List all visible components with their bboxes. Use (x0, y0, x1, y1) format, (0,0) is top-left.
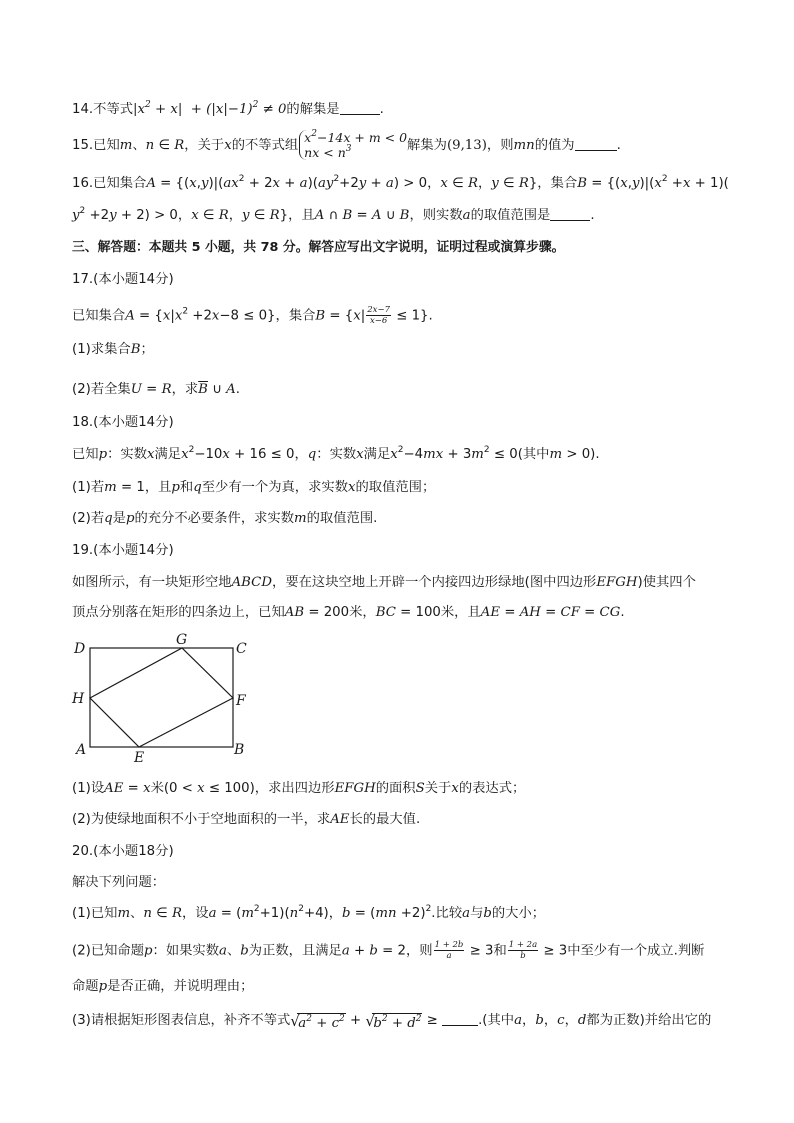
fraction: $\frac{2x-7}{x-6}$ (367, 305, 390, 326)
q15-text: 已知 (93, 138, 120, 153)
answer-blank[interactable] (550, 206, 590, 221)
q17-text: (1)求集合 (72, 342, 131, 357)
q18-text: ，且 (144, 480, 172, 495)
fraction: $\frac{1 + 2b}{a}$ (434, 940, 464, 961)
question-14 (72, 100, 732, 120)
answer-blank[interactable] (575, 136, 617, 151)
q20-text: 和 (493, 943, 507, 959)
q18-text: (其中 (517, 447, 550, 462)
q20-text: ，则 (405, 943, 433, 959)
q14-text: . (379, 102, 384, 117)
q17-part-1: (1)求集合B； (72, 342, 154, 357)
q19-part-2: (2)为使绿地面积不小于空地面积的一半，求AE长的最大值. (72, 812, 421, 827)
q19-text: )使其四个 (637, 575, 696, 590)
sqrt-expression: √ $b^2 + d^2$ (365, 1013, 422, 1034)
q18-text: ). (590, 447, 600, 462)
q20-text: 命题 (72, 979, 99, 994)
q20-intro: 解决下列问题： (72, 875, 166, 890)
answer-blank[interactable] (442, 1011, 478, 1026)
q20-text: (其中 (482, 1013, 515, 1028)
q17-text: ； (140, 342, 154, 357)
q16-text: 已知集合 (93, 176, 147, 191)
rectangle-abcd (90, 648, 233, 747)
label-d: D (74, 641, 86, 657)
q20-text: ， (522, 1013, 536, 1028)
q20-text: 中至少有一个成立.判断 (567, 943, 705, 959)
label-c: C (236, 641, 247, 657)
q18-text: 已知 (72, 447, 99, 462)
q18-text: 满足 (363, 447, 391, 462)
q15-number: 15. (72, 138, 94, 153)
answer-blank[interactable] (340, 100, 380, 115)
q15-text: 的值为 (534, 138, 575, 153)
q19-text: 的表达式； (458, 781, 526, 796)
label-g: G (176, 632, 188, 648)
q20-text: 是否正确，并说明理由； (107, 979, 254, 994)
q18-text: 是 (112, 511, 126, 526)
q18-text: 满足 (154, 447, 182, 462)
q20-text: ， (328, 906, 343, 921)
question-15: 15.已知m、n ∈ R，关于x的不等式组 $x^2-14x + m < 0$ nx < $n^3$ 解集为(9,13)，则mn的值为 . (72, 129, 621, 160)
q15-text: 解集为 (407, 138, 447, 153)
q17-text: ，求 (171, 382, 199, 397)
q19-text: ，要在这块空地上开辟一个内接四边形绿地(图中四边形 (272, 575, 597, 590)
q19-text: ，求出四边形 (254, 781, 335, 796)
q20-text: 为正数，且满足 (248, 943, 342, 959)
q20-text: (1)已知 (72, 906, 118, 921)
fraction: $\frac{1 + 2a}{b}$ (508, 940, 538, 961)
q15-inequality-system: $x^2-14x + m < 0$ nx < $n^3$ (299, 130, 407, 160)
q20-text: (2)已知命题 (72, 943, 145, 959)
q18-text: 的充分不必要条件，求实数 (134, 511, 295, 526)
q14-text: 不等式 (93, 102, 134, 117)
q20-header: 20.(本小题18分) (72, 844, 174, 859)
question-16-cont: $y^2 +2y + 2) > 0$，x ∈ R，y ∈ R}，且A ∩ B = A ∪ B，则实数a的取值范围是 . (72, 206, 595, 223)
q20-text: ：如果实数 (152, 943, 220, 959)
label-h: H (72, 691, 85, 707)
q19-stem-2: 顶点分别落在矩形的四条边上，已知AB = 200米，BC = 100米，且AE = AH = CF = CG. (72, 605, 625, 620)
q19-text: 长的最大值. (349, 812, 421, 827)
q14-text: 的解集是 (286, 102, 340, 117)
quadrilateral-efgh (90, 648, 233, 747)
q20-text: 、 (226, 943, 241, 959)
q16-text: ，则实数 (409, 208, 463, 223)
q18-part-1: (1)若m = 1，且p和q至少有一个为真，求实数x的取值范围； (72, 480, 436, 495)
q15-text: ，关于 (184, 138, 225, 153)
q20-text: (3)请根据矩形图表信息，补齐不等式 (72, 1013, 291, 1028)
q20-text: ， (543, 1013, 558, 1028)
q14-number: 14. (72, 102, 94, 117)
q20-part-1: (1)已知m、n ∈ R，设$a = (m^2+1)(n^2+4)$，b = (mn +2)$^2$.比较a与b的大小； (72, 904, 546, 921)
q19-text: (2)为使绿地面积不小于空地面积的一半，求 (72, 812, 331, 827)
q19-text: 米， (349, 605, 376, 620)
q18-text: ：实数 (316, 447, 357, 462)
q16-text: ，集合 (537, 176, 578, 191)
q16-text: 的取值范围是 (470, 208, 551, 223)
q19-text: (1)设 (72, 781, 105, 796)
label-e: E (134, 750, 145, 763)
q18-text: ， (294, 447, 308, 462)
q18-text: 的取值范围； (355, 480, 436, 495)
rectangle-figure (68, 628, 258, 763)
q18-text: 的取值范围. (306, 511, 378, 526)
q18-text: 至少有一个为真，求实数 (201, 480, 348, 495)
q15-text: . (616, 138, 621, 153)
q20-part-3: (3)请根据矩形图表信息，补齐不等式 √ $a^2 + c^2$ + √ $b^2 + d^2$ ≥ .(其中a，b，c，d都为正数)并给出它的 (72, 1011, 732, 1034)
q19-text: 米，且 (440, 605, 481, 620)
q19-text: . (620, 605, 625, 620)
label-a: A (76, 742, 87, 758)
q17-text: . (235, 382, 240, 397)
q20-text: 与 (470, 906, 484, 921)
q20-part-2-cont: 命题p是否正确，并说明理由； (72, 979, 254, 994)
section-heading: 三、解答题：本题共 5 小题，共 78 分。解答应写出文字说明，证明过程或演算步骤。 (72, 240, 565, 255)
q17-stem: 已知集合$A = \{x|x^2 +2x-8 \le 0\}$，集合B = {x| $\frac{2x-7}{x-6}$ ≤ 1}. (72, 305, 433, 326)
q20-part-2: (2)已知命题p：如果实数a、b为正数，且满足a + b = 2，则 $\frac{1 + 2b}{a}$ ≥ 3和 $\frac{1 + 2a}{b}$ ≥ 3中至少有一个成立.判断 (72, 940, 705, 961)
q19-text: 如图所示，有一块矩形空地 (72, 575, 232, 590)
q17-text: ，集合 (275, 308, 316, 324)
q14-expression: $|x^2 + x| + (|x|-1)^2 \ne 0$ (133, 100, 287, 117)
q20-text: ，设 (181, 906, 209, 921)
label-b: B (234, 742, 245, 758)
q16-text: . (590, 208, 595, 223)
q18-part-2: (2)若q是p的充分不必要条件，求实数m的取值范围. (72, 511, 378, 526)
q16-text: ，且 (288, 208, 315, 223)
q20-text: ， (564, 1013, 578, 1028)
q19-text: 关于 (424, 781, 452, 796)
q17-text: . (428, 308, 433, 324)
q18-stem: 已知p：实数x满足$x^2-10x + 16 \le 0$，q：实数x满足$x^2-4mx + 3m^2 \le 0$(其中m > 0). (72, 445, 600, 462)
q17-text: (2)若全集 (72, 382, 131, 397)
question-16: 16.已知集合$A = \{(x,y)|(ax^2 + 2x + a)(ay^2+2y + a) > 0$，x ∈ R，y ∈ R}，集合$B = \{(x,y)|(x^2 +x + 1)$( (72, 174, 729, 191)
q18-text: (2)若 (72, 511, 105, 526)
q18-text: (1)若 (72, 480, 105, 495)
sqrt-expression: √ $a^2 + c^2$ (290, 1013, 345, 1034)
q19-stem-1: 如图所示，有一块矩形空地ABCD，要在这块空地上开辟一个内接四边形绿地(图中四边形EFGH)使其四个 (72, 575, 696, 590)
q17-part-2: (2)若全集U = R，求$\overline{B}$ ∪ A. (72, 382, 240, 397)
q18-header: 18.(本小题14分) (72, 415, 174, 430)
q18-text: 和 (179, 480, 194, 495)
q20-text: 的大小； (491, 906, 546, 921)
q15-text: ，则 (486, 138, 514, 153)
q16-number: 16. (72, 176, 94, 191)
q20-text: 都为正数)并给出它的 (586, 1013, 712, 1028)
q17-text: 已知集合 (72, 308, 126, 324)
q20-text: 比较 (435, 906, 463, 921)
q19-header: 19.(本小题14分) (72, 543, 174, 558)
q15-text: 的不等式组 (231, 138, 299, 153)
q19-part-1: (1)设AE = x米(0 < x ≤ 100)，求出四边形EFGH的面积S关于x的表达式； (72, 781, 526, 796)
q19-text: 的面积 (375, 781, 416, 796)
q19-text: 米 (150, 781, 164, 796)
q17-header: 17.(本小题14分) (72, 272, 174, 287)
label-f: F (236, 693, 246, 709)
q18-text: ：实数 (107, 447, 147, 462)
q19-text: 顶点分别落在矩形的四条边上，已知 (72, 605, 285, 620)
